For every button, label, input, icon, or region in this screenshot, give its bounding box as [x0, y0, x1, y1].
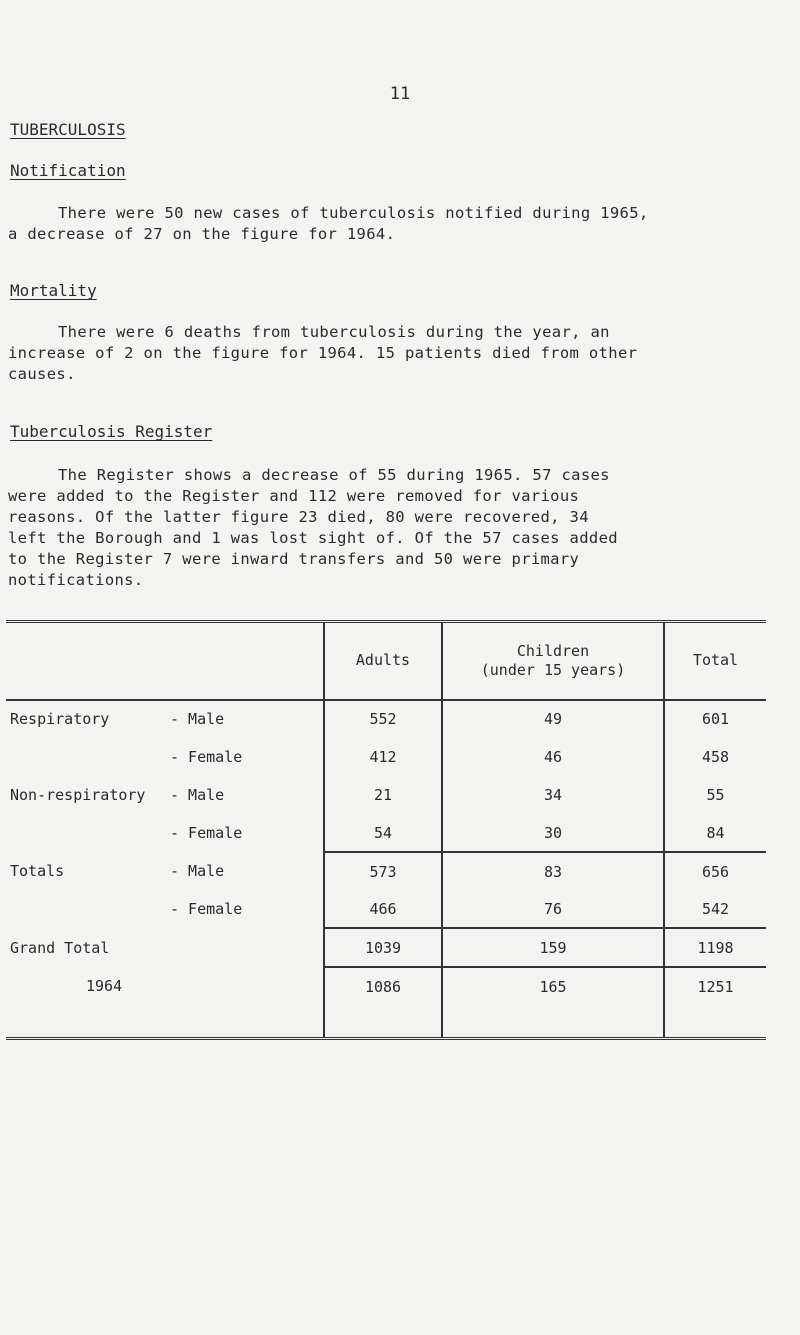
- table-row: [6, 776, 766, 814]
- cell-children: 159: [442, 928, 664, 966]
- row-label: - Female: [170, 824, 243, 843]
- cell-total: 1251: [664, 967, 766, 1039]
- register-line-5: to the Register 7 were inward transfers and 50 were primary: [8, 550, 580, 568]
- register-heading: Tuberculosis Register: [10, 422, 213, 441]
- page-number: 11: [389, 84, 411, 104]
- mortality-paragraph: [8, 322, 788, 385]
- register-line-3: reasons. Of the latter figure 23 died, 80 were recovered, 34: [8, 508, 589, 526]
- register-line-2: were added to the Register and 112 were removed for various: [8, 487, 580, 505]
- notification-heading: Notification: [10, 161, 126, 180]
- row-label: 1964: [6, 967, 324, 1039]
- row-label: Grand Total: [10, 938, 110, 957]
- table-header-row: [6, 622, 766, 700]
- cell-total: 1198: [664, 928, 766, 966]
- cell-adults: 573: [324, 852, 442, 890]
- cell-adults: 54: [324, 814, 442, 852]
- header-total: Total: [664, 622, 766, 700]
- cell-total: 84: [664, 814, 766, 852]
- cell-children: 76: [442, 890, 664, 928]
- cell-children: 34: [442, 776, 664, 814]
- cell-children: 49: [442, 700, 664, 738]
- mortality-line-2: increase of 2 on the figure for 1964. 15 patients died from other: [8, 344, 638, 362]
- cell-children: 46: [442, 738, 664, 776]
- cell-adults: 552: [324, 700, 442, 738]
- header-adults: Adults: [324, 622, 442, 700]
- cell-adults: 21: [324, 776, 442, 814]
- cell-total: 601: [664, 700, 766, 738]
- table-row: [6, 738, 766, 776]
- cell-children: 30: [442, 814, 664, 852]
- notification-line-2: a decrease of 27 on the figure for 1964.: [8, 225, 396, 243]
- cell-adults: 412: [324, 738, 442, 776]
- register-line-4: left the Borough and 1 was lost sight of. Of the 57 cases added: [8, 529, 618, 547]
- row-label: Respiratory - Male: [10, 710, 225, 729]
- register-line-6: notifications.: [8, 571, 144, 589]
- table-row: [6, 890, 766, 928]
- cell-children: 83: [442, 852, 664, 890]
- register-line-1: The Register shows a decrease of 55 during 1965. 57 cases: [58, 466, 610, 484]
- header-children-label: Children: [516, 641, 590, 660]
- row-label: Non-respiratory - Male: [10, 785, 225, 804]
- row-label: Totals - Male: [10, 862, 225, 881]
- table-row: [6, 967, 766, 1039]
- cell-children: 165: [442, 967, 664, 1039]
- row-label: - Female: [170, 747, 243, 766]
- header-blank: [6, 622, 324, 700]
- tuberculosis-register-table: [6, 620, 766, 1040]
- table-row: [6, 700, 766, 738]
- mortality-heading: Mortality: [10, 281, 97, 300]
- mortality-line-3: causes.: [8, 365, 76, 383]
- cell-total: 656: [664, 852, 766, 890]
- cell-adults: 1086: [324, 967, 442, 1039]
- cell-adults: 1039: [324, 928, 442, 966]
- table-row: [6, 852, 766, 890]
- header-children: [442, 622, 664, 700]
- header-children-sub: (under 15 years): [480, 660, 626, 679]
- cell-total: 55: [664, 776, 766, 814]
- table-row: [6, 814, 766, 852]
- cell-adults: 466: [324, 890, 442, 928]
- cell-total: 458: [664, 738, 766, 776]
- notification-paragraph: [8, 203, 788, 245]
- table-row: [6, 928, 766, 966]
- mortality-line-1: There were 6 deaths from tuberculosis during the year, an: [58, 323, 610, 341]
- cell-total: 542: [664, 890, 766, 928]
- row-label: - Female: [170, 900, 243, 919]
- page-title: TUBERCULOSIS: [10, 120, 126, 139]
- notification-line-1: There were 50 new cases of tuberculosis notified during 1965,: [58, 204, 649, 222]
- register-paragraph: [8, 465, 788, 591]
